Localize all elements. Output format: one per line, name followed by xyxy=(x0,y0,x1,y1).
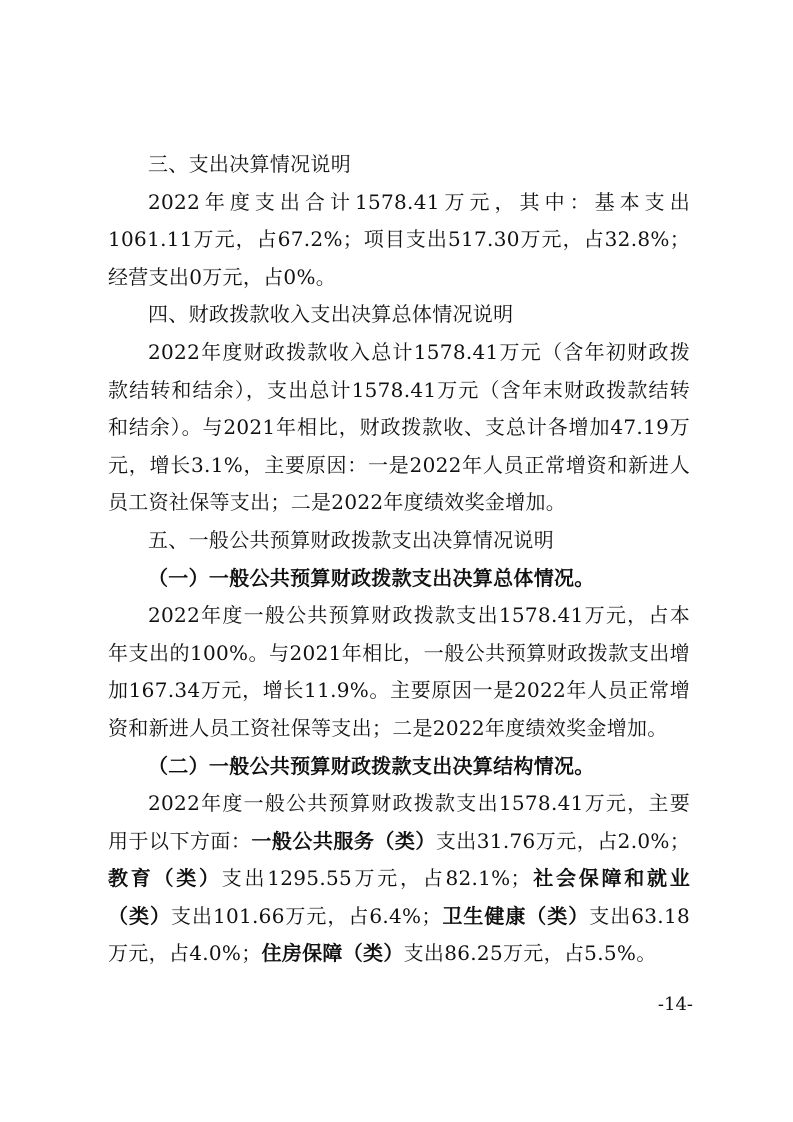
category-text: 支出86.25万元，占5.5%。 xyxy=(403,941,657,966)
section-heading-general-budget: 五、一般公共预算财政拨款支出决算情况说明 xyxy=(148,527,554,552)
paragraph-expenditure: 2022年度支出合计1578.41万元，其中：基本支出1061.11万元，占67.2%；项目支出517.30万元，占32.8%；经营支出0万元，占0%。 xyxy=(108,189,690,289)
category-social-security: 社会保障和就业（类） xyxy=(108,866,691,928)
structure-intro: 2022年度一般公共预算财政拨款支出1578.41万元，主要用于以下方面： xyxy=(108,791,690,853)
category-health: 卫生健康（类） xyxy=(441,903,590,928)
page-number: -14- xyxy=(657,994,693,1015)
category-text: 支出1295.55万元，占82.1%； xyxy=(221,866,531,891)
section-heading-expenditure: 三、支出决算情况说明 xyxy=(148,152,351,176)
paragraph-fiscal-overview: 2022年度财政拨款收入总计1578.41万元（含年初财政拨款结转和结余），支出总计1578.41万元（含年末财政拨款结转和结余）。与2021年相比，财政拨款收、支总计各增加47.19万元，增长3.1%，主要原因：一是2022年人员正常增资和新进人员工资社保等支出；二是2022年度绩效奖金增加。 xyxy=(108,339,690,515)
category-text: 支出101.66万元，占6.4%； xyxy=(170,903,442,928)
category-text: 支出63.18万元，占4.0%； xyxy=(108,903,690,966)
category-text: 支出31.76万元，占2.0%； xyxy=(435,828,690,853)
section-heading-fiscal-overview: 四、财政拨款收入支出决算总体情况说明 xyxy=(148,302,514,327)
subsection-title-overall: （一）一般公共预算财政拨款支出决算总体情况。 xyxy=(148,565,595,590)
category-general-public-services: 一般公共服务（类） xyxy=(251,828,436,853)
paragraph-structure xyxy=(108,785,690,973)
subsection-title-structure: （二）一般公共预算财政拨款支出决算结构情况。 xyxy=(148,753,595,778)
document-body xyxy=(108,146,690,973)
category-education: 教育（类） xyxy=(108,866,222,891)
paragraph-overall: 2022年度一般公共预算财政拨款支出1578.41万元，占本年支出的100%。与2021年相比，一般公共预算财政拨款支出增加167.34万元，增长11.9%。主要原因一是2022年人员正常增资和新进人员工资社保等支出；二是2022年度绩效奖金增加。 xyxy=(108,603,690,740)
category-housing: 住房保障（类） xyxy=(261,941,404,966)
